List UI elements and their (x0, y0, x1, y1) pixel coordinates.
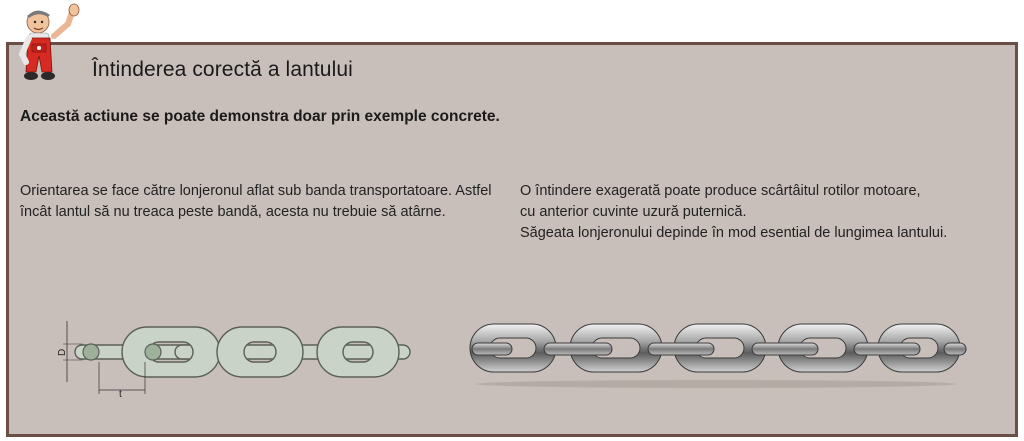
mechanic-mascot-icon (8, 2, 88, 88)
right-line: cu anterior cuvinte uzură puternică. (520, 204, 747, 220)
diagram-label-t: t (119, 389, 122, 398)
chain-diagram (55, 318, 425, 398)
left-line: Orientarea se face către lonjeronul aflat sub banda transportatoare. Astfel (20, 183, 492, 199)
page-title: Întinderea corectă a lantului (92, 58, 353, 81)
right-line: Săgeata lonjeronului depinde în mod esential de lungimea lantului. (520, 225, 948, 241)
left-column (20, 181, 510, 223)
intro-text: Această actiune se poate demonstra doar prin exemple concrete. (20, 108, 500, 125)
diagram-label-d: D (57, 348, 68, 356)
right-column (520, 181, 1000, 244)
left-line: încât lantul să nu treaca peste bandă, acesta nu trebuie să atârne. (20, 204, 446, 220)
chain-photo (466, 318, 971, 390)
right-line: O întindere exagerată poate produce scârtâitul rotilor motoare, (520, 183, 921, 199)
